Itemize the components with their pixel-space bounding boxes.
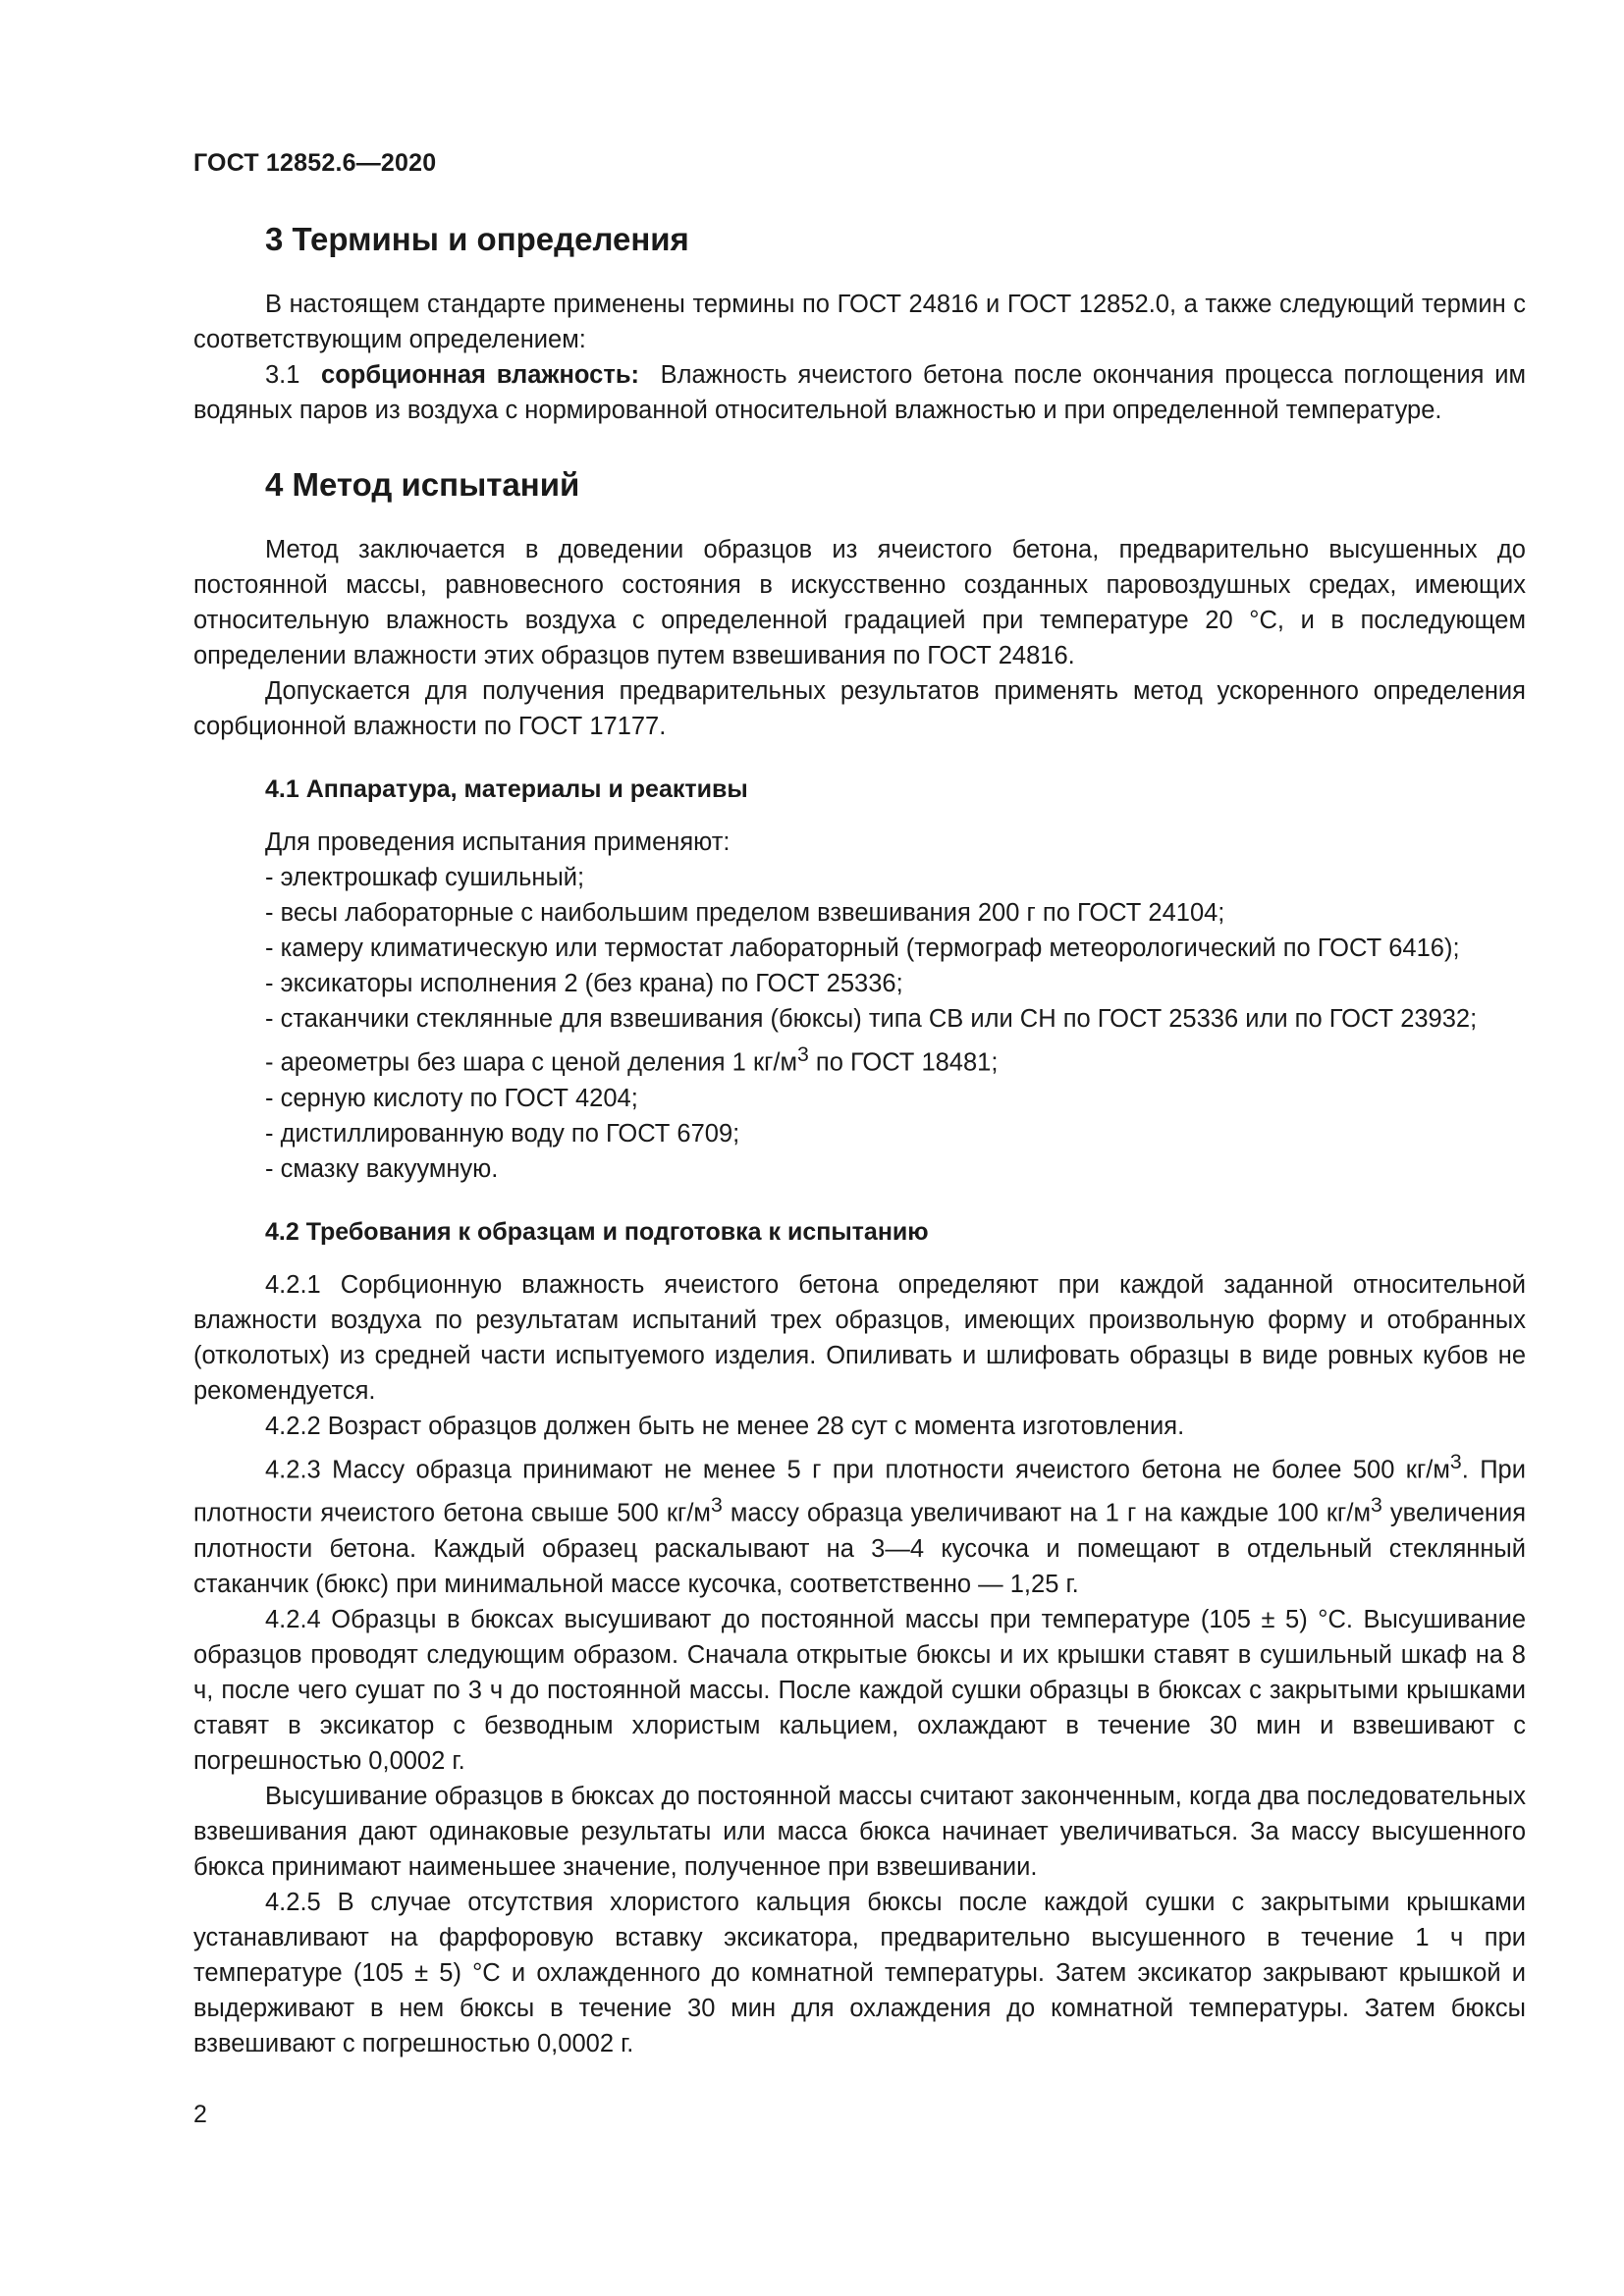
section-4-paragraph-2: Допускается для получения предварительных результатов применять метод ускоренного определения сорбционной влажности по ГОСТ 17177. bbox=[193, 677, 1526, 740]
section-4-title: 4 Метод испытаний bbox=[265, 466, 580, 503]
page-number: 2 bbox=[193, 2101, 207, 2128]
subsection-4-1-title: 4.1 Аппаратура, материалы и реактивы bbox=[265, 775, 748, 803]
clause-4-2-5: 4.2.5 В случае отсутствия хлористого кальция бюксы после каждой сушки с закрытыми крышками устанавливают на фарфоровую вставку эксикатора, предварительно высушенного в течение 1 ч при температуре (105 ± 5) °С и охлажденного до комнатной температуры. Затем эксикатор закрывают крышкой и выдерживают в нем бюксы в течение 30 мин для охлаждения до комнатной температуры. Затем бюксы взвешивают с погрешностью 0,0002 г. bbox=[193, 1888, 1526, 2057]
clause-4-2-4-continued: Высушивание образцов в бюксах до постоянной массы считают законченным, когда два последовательных взвешивания дают одинаковые результаты или масса бюкса начинает увеличиваться. За массу высушенного бюкса принимают наименьшее значение, полученное при взвешивании. bbox=[193, 1782, 1526, 1881]
document-body bbox=[193, 218, 1526, 2061]
list-item: - смазку вакуумную. bbox=[265, 1154, 499, 1183]
list-item: - серную кислоту по ГОСТ 4204; bbox=[265, 1084, 638, 1112]
list-item: - камеру климатическую или термостат лабораторный (термограф метеорологический по ГОСТ 6416); bbox=[265, 934, 1460, 962]
section-4-paragraph-1: Метод заключается в доведении образцов из ячеистого бетона, предварительно высушенных до постоянной массы, равновесного состояния в искусственно созданных паровоздушных средах, имеющих относительную влажность воздуха с определенной градацией при температуре 20 °С, и в последующем определении влажности этих образцов путем взвешивания по ГОСТ 24816. bbox=[193, 536, 1526, 669]
list-item: - стаканчики стеклянные для взвешивания (бюксы) типа СВ или СН по ГОСТ 25336 или по ГОСТ 23932; bbox=[265, 1005, 1478, 1033]
section-3-intro: В настоящем стандарте применены термины по ГОСТ 24816 и ГОСТ 12852.0, а также следующий термин с соответствующим определением: bbox=[193, 291, 1526, 353]
term-number: 3.1 bbox=[265, 361, 300, 389]
term-name: сорбционная влажность: bbox=[321, 361, 639, 389]
list-item: - эксикаторы исполнения 2 (без крана) по ГОСТ 25336; bbox=[265, 970, 903, 997]
term-definition: Влажность ячеистого бетона после окончания процесса поглощения им водяных паров из воздуха с нормированной относительной влажностью и при определенной температуре. bbox=[193, 361, 1527, 424]
list-item: - электрошкаф сушильный; bbox=[265, 864, 585, 891]
list-item: - весы лабораторные с наибольшим пределом взвешивания 200 г по ГОСТ 24104; bbox=[265, 899, 1225, 927]
section-3-title: 3 Термины и определения bbox=[265, 221, 689, 257]
subsection-4-1-lead: Для проведения испытания применяют: bbox=[265, 828, 731, 856]
clause-4-2-2: 4.2.2 Возраст образцов должен быть не менее 28 сут с момента изготовления. bbox=[265, 1412, 1185, 1440]
clause-4-2-4: 4.2.4 Образцы в бюксах высушивают до постоянной массы при температуре (105 ± 5) °С. Высушивание образцов проводят следующим образом. Сначала открытые бюксы и их крышки ставят в сушильный шкаф на 8 ч, после чего сушат по 3 ч до постоянной массы. После каждой сушки образцы в бюксах с закрытыми крышками ставят в эксикатор с безводным хлористым кальцием, охлаждают в течение 30 мин и взвешивают с погрешностью 0,0002 г. bbox=[193, 1605, 1526, 1775]
list-item: - дистиллированную воду по ГОСТ 6709; bbox=[265, 1119, 740, 1148]
clause-4-2-3: 4.2.3 Массу образца принимают не менее 5 г при плотности ячеистого бетона не более 500 $кг/м^3$. При плотности ячеистого бетона свыше 500 $кг/м^3$ массу образца увеличивают на 1 г на каждые 100 $кг/м^3$ увеличения плотности бетона. Каждый образец раскалывают на 3—4 кусочка и помещают в отдельный стеклянный стаканчик (бюкс) при минимальной массе кусочка, соответственно — 1,25 г. bbox=[193, 1449, 1527, 1598]
subsection-4-2-title: 4.2 Требования к образцам и подготовка к испытанию bbox=[265, 1217, 929, 1246]
list-item-areometers: - ареометры без шара с ценой деления 1 $кг/м^3$ по ГОСТ 18481; bbox=[265, 1042, 999, 1077]
document-code-header: ГОСТ 12852.6—2020 bbox=[193, 149, 437, 177]
clause-4-2-1: 4.2.1 Сорбционную влажность ячеистого бетона определяют при каждой заданной относительной влажности воздуха по результатам испытаний трех образцов, имеющих произвольную форму и отобранных (отколотых) из средней части испытуемого изделия. Опиливать и шлифовать образцы в виде ровных кубов не рекомендуется. bbox=[193, 1270, 1526, 1405]
term-3-1 bbox=[193, 357, 1526, 428]
